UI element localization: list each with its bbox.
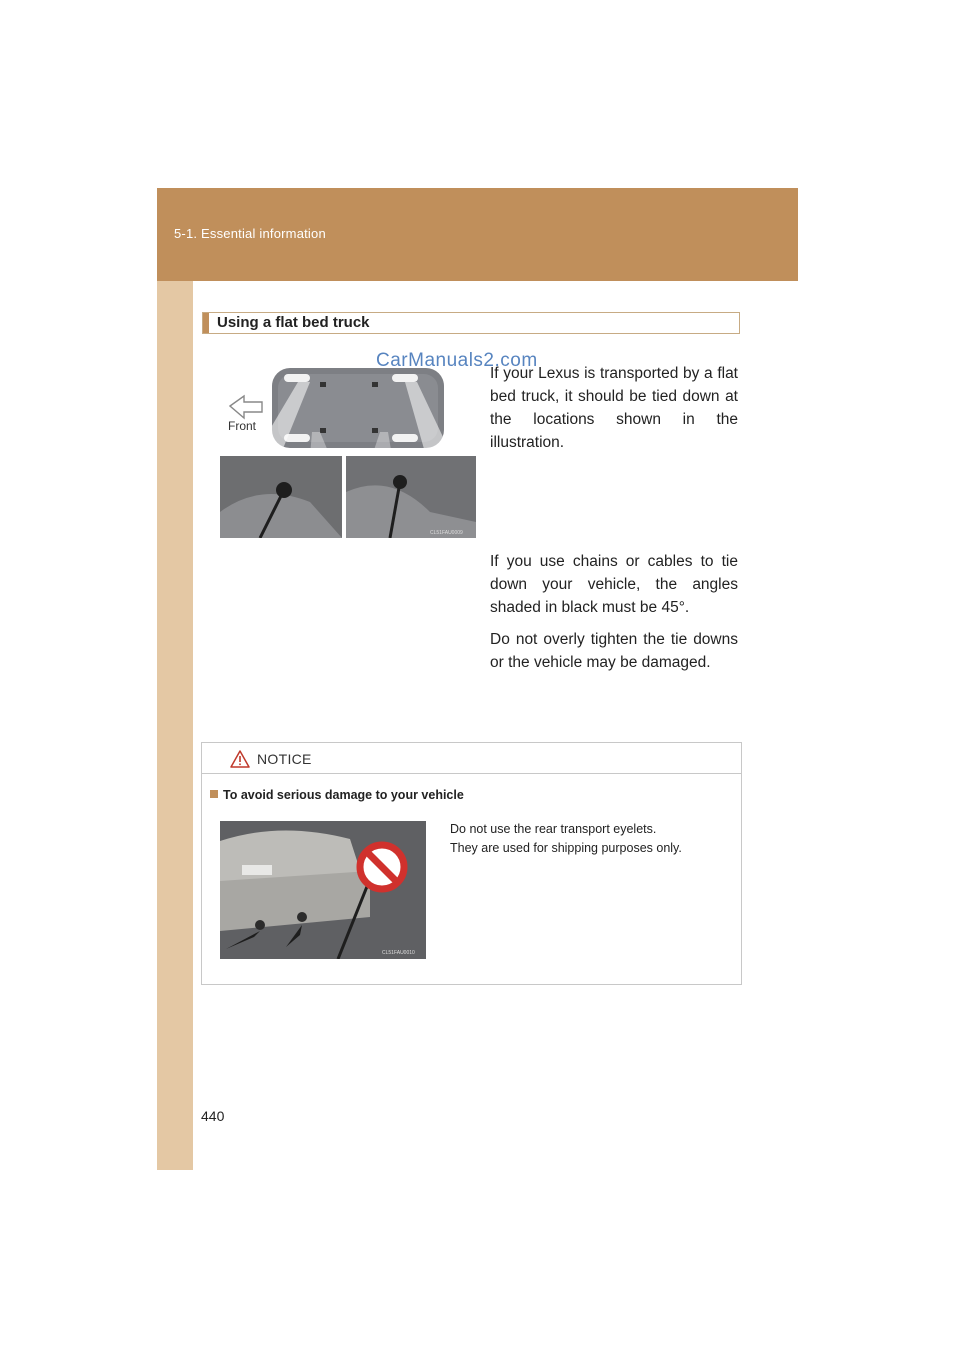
section-breadcrumb: 5-1. Essential information	[174, 226, 326, 241]
notice-line: Do not use the rear transport eyelets.	[450, 822, 657, 836]
paragraph-chains: If you use chains or cables to tie down your vehicle, the angles shaded in black must be 45°.	[490, 553, 738, 616]
watermark-text: CarManuals2.com	[376, 350, 538, 371]
notice-subtitle: To avoid serious damage to your vehicle	[223, 788, 464, 802]
notice-subtitle-row	[210, 788, 464, 802]
paragraph-transport: If your Lexus is transported by a flat bed truck, it should be tied down at the locations shown in the illustration.	[490, 365, 738, 451]
notice-text	[450, 820, 730, 858]
notice-label: NOTICE	[257, 751, 312, 767]
warning-triangle-icon	[230, 750, 250, 768]
illustration-code: CL51FAU0009	[430, 530, 463, 536]
notice-box	[201, 742, 742, 985]
photo-code: CL51FAU0010	[382, 950, 415, 956]
notice-line: They are used for shipping purposes only.	[450, 841, 682, 855]
section-header-bar	[203, 313, 209, 333]
bullet-square-icon	[210, 790, 218, 798]
notice-divider	[202, 773, 741, 774]
section-title: Using a flat bed truck	[217, 314, 370, 331]
side-strip	[157, 188, 193, 1170]
section-header	[202, 312, 740, 334]
paragraph-tighten: Do not overly tighten the tie downs or the vehicle may be damaged.	[490, 631, 738, 671]
rear-eyelet-photo	[220, 821, 426, 959]
tie-down-illustration	[220, 362, 476, 538]
page-number: 440	[201, 1108, 225, 1124]
front-label: Front	[228, 419, 257, 433]
